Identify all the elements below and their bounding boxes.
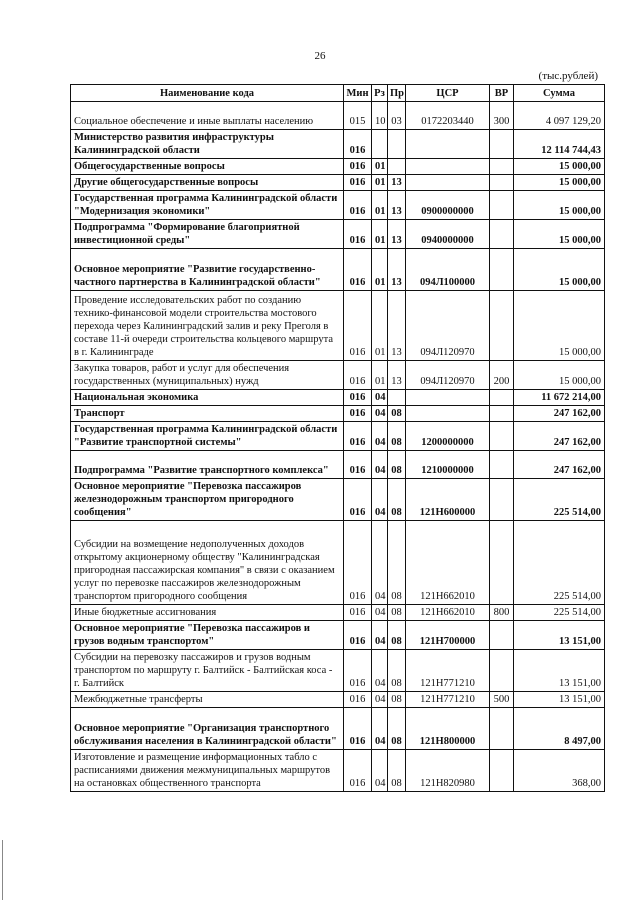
row-vr: [490, 249, 514, 291]
row-name: Общегосударственные вопросы: [71, 159, 344, 175]
row-pr: 08: [388, 422, 406, 451]
row-rz: 04: [372, 621, 388, 650]
row-min: 016: [344, 750, 372, 792]
table-row: [71, 159, 605, 175]
row-sum: 247 162,00: [514, 451, 605, 479]
row-name: Основное мероприятие "Организация транспортного обслуживания населения в Калининградской области": [71, 708, 344, 750]
row-min: 016: [344, 521, 372, 605]
row-sum: 225 514,00: [514, 479, 605, 521]
table-row: [71, 130, 605, 159]
row-name: Субсидии на перевозку пассажиров и грузов водным транспортом по маршруту г. Балтийск - Балтийская коса - г. Балтийск: [71, 650, 344, 692]
row-min: 016: [344, 220, 372, 249]
row-min: 016: [344, 191, 372, 220]
row-vr: 200: [490, 361, 514, 390]
units-label: (тыс.рублей): [538, 70, 598, 82]
table-row: [71, 521, 605, 605]
row-name: Другие общегосударственные вопросы: [71, 175, 344, 191]
table-row: [71, 451, 605, 479]
row-name: Государственная программа Калининградской области "Модернизация экономики": [71, 191, 344, 220]
budget-table: [70, 84, 605, 792]
header-csr: ЦСР: [406, 85, 490, 102]
row-rz: 04: [372, 406, 388, 422]
row-pr: 13: [388, 175, 406, 191]
row-sum: 13 151,00: [514, 621, 605, 650]
row-vr: 500: [490, 692, 514, 708]
row-min: 016: [344, 130, 372, 159]
row-sum: 15 000,00: [514, 220, 605, 249]
row-rz: 01: [372, 220, 388, 249]
header-name: Наименование кода: [71, 85, 344, 102]
row-csr: 121Н662010: [406, 605, 490, 621]
table-row: [71, 750, 605, 792]
row-sum: 15 000,00: [514, 291, 605, 361]
row-vr: [490, 175, 514, 191]
row-name: Транспорт: [71, 406, 344, 422]
row-name: Государственная программа Калининградской области "Развитие транспортной системы": [71, 422, 344, 451]
table-row: [71, 650, 605, 692]
row-min: 016: [344, 361, 372, 390]
row-sum: 8 497,00: [514, 708, 605, 750]
row-pr: 08: [388, 406, 406, 422]
row-vr: [490, 708, 514, 750]
row-sum: 15 000,00: [514, 361, 605, 390]
row-sum: 13 151,00: [514, 692, 605, 708]
row-rz: 04: [372, 390, 388, 406]
row-rz: 04: [372, 750, 388, 792]
row-vr: [490, 130, 514, 159]
row-rz: 10: [372, 102, 388, 130]
row-name: Подпрограмма "Формирование благоприятной инвестиционной среды": [71, 220, 344, 249]
row-csr: 121Н700000: [406, 621, 490, 650]
row-vr: [490, 406, 514, 422]
row-min: 016: [344, 451, 372, 479]
row-min: 016: [344, 249, 372, 291]
row-csr: [406, 390, 490, 406]
row-pr: 03: [388, 102, 406, 130]
row-pr: 08: [388, 750, 406, 792]
row-pr: 08: [388, 605, 406, 621]
row-sum: 225 514,00: [514, 605, 605, 621]
row-csr: 0172203440: [406, 102, 490, 130]
table-row: [71, 621, 605, 650]
row-pr: 08: [388, 479, 406, 521]
row-vr: [490, 390, 514, 406]
row-vr: 300: [490, 102, 514, 130]
binding-mark: [2, 840, 5, 900]
row-pr: 08: [388, 451, 406, 479]
row-min: 016: [344, 422, 372, 451]
row-name: Основное мероприятие "Развитие государственно-частного партнерства в Калининградской области": [71, 249, 344, 291]
row-csr: 094Л100000: [406, 249, 490, 291]
table-row: [71, 191, 605, 220]
row-vr: [490, 521, 514, 605]
row-sum: 368,00: [514, 750, 605, 792]
row-csr: 121Н600000: [406, 479, 490, 521]
table-row: [71, 708, 605, 750]
table-row: [71, 102, 605, 130]
row-name: Закупка товаров, работ и услуг для обеспечения государственных (муниципальных) нужд: [71, 361, 344, 390]
row-csr: 121Н662010: [406, 521, 490, 605]
row-csr: 1210000000: [406, 451, 490, 479]
row-rz: [372, 130, 388, 159]
row-pr: 13: [388, 220, 406, 249]
row-name: Социальное обеспечение и иные выплаты населению: [71, 102, 344, 130]
row-name: Основное мероприятие "Перевозка пассажиров и грузов водным транспортом": [71, 621, 344, 650]
row-min: 016: [344, 406, 372, 422]
row-vr: [490, 159, 514, 175]
row-name: Иные бюджетные ассигнования: [71, 605, 344, 621]
header-vr: ВР: [490, 85, 514, 102]
row-rz: 04: [372, 479, 388, 521]
row-pr: 13: [388, 361, 406, 390]
table-row: [71, 220, 605, 249]
row-rz: 01: [372, 291, 388, 361]
row-pr: 13: [388, 191, 406, 220]
row-name: Основное мероприятие "Перевозка пассажиров железнодорожным транспортом пригородного сообщения": [71, 479, 344, 521]
row-min: 015: [344, 102, 372, 130]
row-sum: 15 000,00: [514, 191, 605, 220]
row-sum: 13 151,00: [514, 650, 605, 692]
row-sum: 247 162,00: [514, 406, 605, 422]
row-csr: 094Л120970: [406, 361, 490, 390]
row-csr: 1200000000: [406, 422, 490, 451]
row-pr: 08: [388, 708, 406, 750]
row-name: Подпрограмма "Развитие транспортного комплекса": [71, 451, 344, 479]
table-row: [71, 605, 605, 621]
row-vr: [490, 650, 514, 692]
table-row: [71, 390, 605, 406]
row-csr: [406, 130, 490, 159]
row-csr: [406, 159, 490, 175]
table-row: [71, 249, 605, 291]
row-pr: 13: [388, 249, 406, 291]
row-min: 016: [344, 692, 372, 708]
row-vr: [490, 422, 514, 451]
row-name: Национальная экономика: [71, 390, 344, 406]
row-rz: 01: [372, 191, 388, 220]
row-min: 016: [344, 479, 372, 521]
table-row: [71, 479, 605, 521]
row-name: Проведение исследовательских работ по созданию технико-финансовой модели строительства мостового перехода через Калининградский залив и реку Преголя в составе 11-й очереди строительства кольцевого маршрута в г. Калининграде: [71, 291, 344, 361]
row-sum: 15 000,00: [514, 175, 605, 191]
row-sum: 15 000,00: [514, 159, 605, 175]
row-rz: 04: [372, 650, 388, 692]
row-pr: [388, 159, 406, 175]
row-min: 016: [344, 159, 372, 175]
row-min: 016: [344, 605, 372, 621]
row-pr: [388, 130, 406, 159]
row-pr: 08: [388, 650, 406, 692]
row-pr: [388, 390, 406, 406]
row-rz: 01: [372, 361, 388, 390]
row-name: Изготовление и размещение информационных табло с расписаниями движения межмуниципальных маршрутов на остановках общественного транспорта: [71, 750, 344, 792]
header-sum: Сумма: [514, 85, 605, 102]
row-pr: 13: [388, 291, 406, 361]
row-rz: 04: [372, 422, 388, 451]
table-row: [71, 422, 605, 451]
row-min: 016: [344, 390, 372, 406]
header-rz: Рз: [372, 85, 388, 102]
row-min: 016: [344, 650, 372, 692]
row-sum: 225 514,00: [514, 521, 605, 605]
row-min: 016: [344, 708, 372, 750]
row-pr: 08: [388, 692, 406, 708]
table-header-row: [71, 85, 605, 102]
row-vr: [490, 291, 514, 361]
row-sum: 247 162,00: [514, 422, 605, 451]
row-vr: [490, 750, 514, 792]
row-min: 016: [344, 291, 372, 361]
row-sum: 4 097 129,20: [514, 102, 605, 130]
row-vr: [490, 220, 514, 249]
row-pr: 08: [388, 621, 406, 650]
table-row: [71, 291, 605, 361]
row-sum: 11 672 214,00: [514, 390, 605, 406]
page-number: 26: [314, 50, 326, 62]
row-vr: 800: [490, 605, 514, 621]
row-csr: 121Н800000: [406, 708, 490, 750]
row-csr: [406, 175, 490, 191]
table-row: [71, 406, 605, 422]
row-rz: 04: [372, 451, 388, 479]
table-row: [71, 175, 605, 191]
row-rz: 01: [372, 159, 388, 175]
row-vr: [490, 479, 514, 521]
row-rz: 01: [372, 175, 388, 191]
table-row: [71, 361, 605, 390]
header-min: Мин: [344, 85, 372, 102]
row-rz: 04: [372, 708, 388, 750]
row-rz: 04: [372, 605, 388, 621]
row-vr: [490, 621, 514, 650]
row-name: Министерство развития инфраструктуры Калининградской области: [71, 130, 344, 159]
row-csr: 121Н820980: [406, 750, 490, 792]
row-sum: 15 000,00: [514, 249, 605, 291]
row-min: 016: [344, 175, 372, 191]
row-vr: [490, 451, 514, 479]
table-body: [71, 102, 605, 792]
header-pr: Пр: [388, 85, 406, 102]
row-csr: 094Л120970: [406, 291, 490, 361]
row-name: Межбюджетные трансферты: [71, 692, 344, 708]
row-csr: [406, 406, 490, 422]
row-sum: 12 114 744,43: [514, 130, 605, 159]
row-vr: [490, 191, 514, 220]
row-csr: 0940000000: [406, 220, 490, 249]
table-row: [71, 692, 605, 708]
row-rz: 04: [372, 521, 388, 605]
row-rz: 04: [372, 692, 388, 708]
row-csr: 121Н771210: [406, 692, 490, 708]
row-name: Субсидии на возмещение недополученных доходов открытому акционерному обществу "Калининградская пригородная пассажирская компания" в связи с оказанием услуг по перевозке пассажиров железнодорожным транспортом пригородного сообщения: [71, 521, 344, 605]
row-rz: 01: [372, 249, 388, 291]
row-csr: 0900000000: [406, 191, 490, 220]
row-csr: 121Н771210: [406, 650, 490, 692]
row-min: 016: [344, 621, 372, 650]
row-pr: 08: [388, 521, 406, 605]
